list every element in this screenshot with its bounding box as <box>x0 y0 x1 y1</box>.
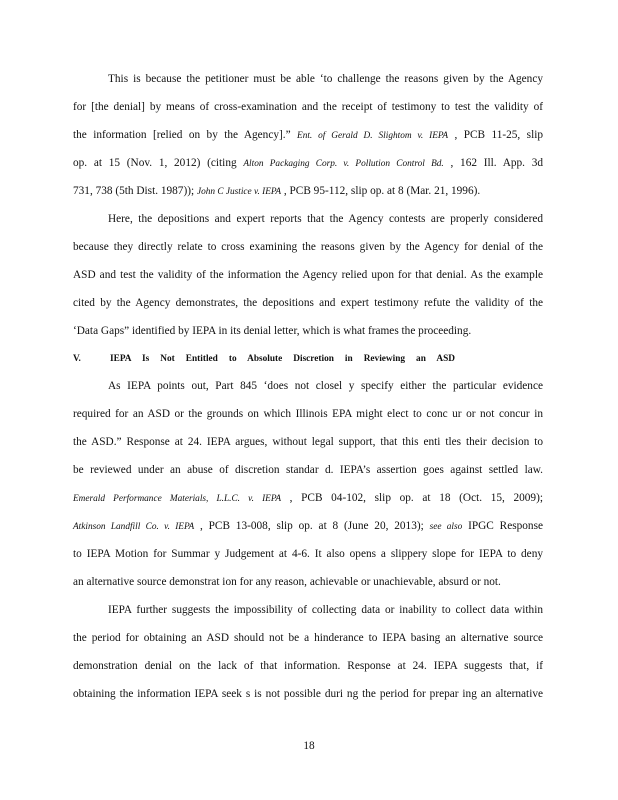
paragraph-line: obtaining the information IEPA seek s is not possible duri ng the period for prepar ing an alternative <box>73 688 543 700</box>
paragraph-line: for [the denial] by means of cross-examination and the receipt of testimony to test the validity of <box>73 101 543 113</box>
paragraph-line: IEPA further suggests the impossibility of collecting data or inability to collect data within <box>108 604 543 616</box>
text-run: , PCB 95-112, slip op. at 8 (Mar. 21, 1996). <box>283 185 481 197</box>
paragraph-line <box>73 184 503 199</box>
paragraph-line: demonstration denial on the lack of that information. Response at 24. IEPA suggests that, if <box>73 660 543 672</box>
text-run: 731, 738 (5th Dist. 1987)); <box>73 185 195 197</box>
text-run: , PCB 13-008, slip op. at 8 (June 20, 2013); <box>199 520 424 532</box>
case-citation: Atkinson Landfill Co. v. IEPA <box>73 522 195 532</box>
paragraph-line: ASD and test the validity of the information the Agency relied upon for that denial. As the example <box>73 269 543 281</box>
page-number: 18 <box>303 740 315 752</box>
text-run: IPGC Response <box>468 520 543 532</box>
paragraph-line: cited by the Agency demonstrates, the depositions and expert testimony refute the validity of the <box>73 297 543 309</box>
paragraph-line: because they directly relate to cross examining the reasons given by the Agency for denial of the <box>73 241 543 253</box>
paragraph-line: be reviewed under an abuse of discretion standar d. IEPA’s assertion goes against settled law. <box>73 464 543 476</box>
paragraph-line <box>73 519 543 534</box>
paragraph-line: the ASD.” Response at 24. IEPA argues, without legal support, that this enti tles their decision to <box>73 436 543 448</box>
text-run: op. at 15 (Nov. 1, 2012) (citing <box>73 157 237 169</box>
paragraph-line: As IEPA points out, Part 845 ‘does not closel y specify either the particular evidence <box>108 380 543 392</box>
case-citation: Alton Packaging Corp. v. Pollution Control Bd. <box>243 159 444 169</box>
case-citation: Ent. of Gerald D. Slightom v. IEPA <box>297 131 449 141</box>
paragraph-line: an alternative source demonstrat ion for any reason, achievable or unachievable, absurd or not. <box>73 576 501 588</box>
signal-word: see also <box>429 522 463 532</box>
case-citation: John C Justice v. IEPA <box>196 187 282 197</box>
text-run: , PCB 04-102, slip op. at 18 (Oct. 15, 2009); <box>289 492 543 504</box>
paragraph-line: Here, the depositions and expert reports that the Agency contests are properly considered <box>108 213 543 225</box>
text-run: the information [relied on by the Agency].” <box>73 129 291 141</box>
paragraph-line: the period for obtaining an ASD should not be a hinderance to IEPA basing an alternative source <box>73 632 543 644</box>
paragraph-line <box>73 491 543 506</box>
text-run: , 162 Ill. App. 3d <box>450 157 544 169</box>
paragraph-line: to IEPA Motion for Summar y Judgement at 4-6. It also opens a slippery slope for IEPA to deny <box>73 548 543 560</box>
section-number: V. <box>73 354 81 364</box>
section-title: IEPA Is Not Entitled to Absolute Discretion in Reviewing an ASD <box>110 354 455 364</box>
paragraph-line <box>73 128 543 143</box>
paragraph-line: This is because the petitioner must be able ‘to challenge the reasons given by the Agency <box>108 73 543 85</box>
paragraph-line: required for an ASD or the grounds on which Illinois EPA might elect to conc ur or not concur in <box>73 408 543 420</box>
paragraph-line <box>73 156 543 171</box>
text-run: , PCB 11-25, slip <box>454 129 543 141</box>
case-citation: Emerald Performance Materials, L.L.C. v. IEPA <box>73 494 282 504</box>
paragraph-line: ‘Data Gaps” identified by IEPA in its denial letter, which is what frames the proceeding. <box>73 325 472 337</box>
